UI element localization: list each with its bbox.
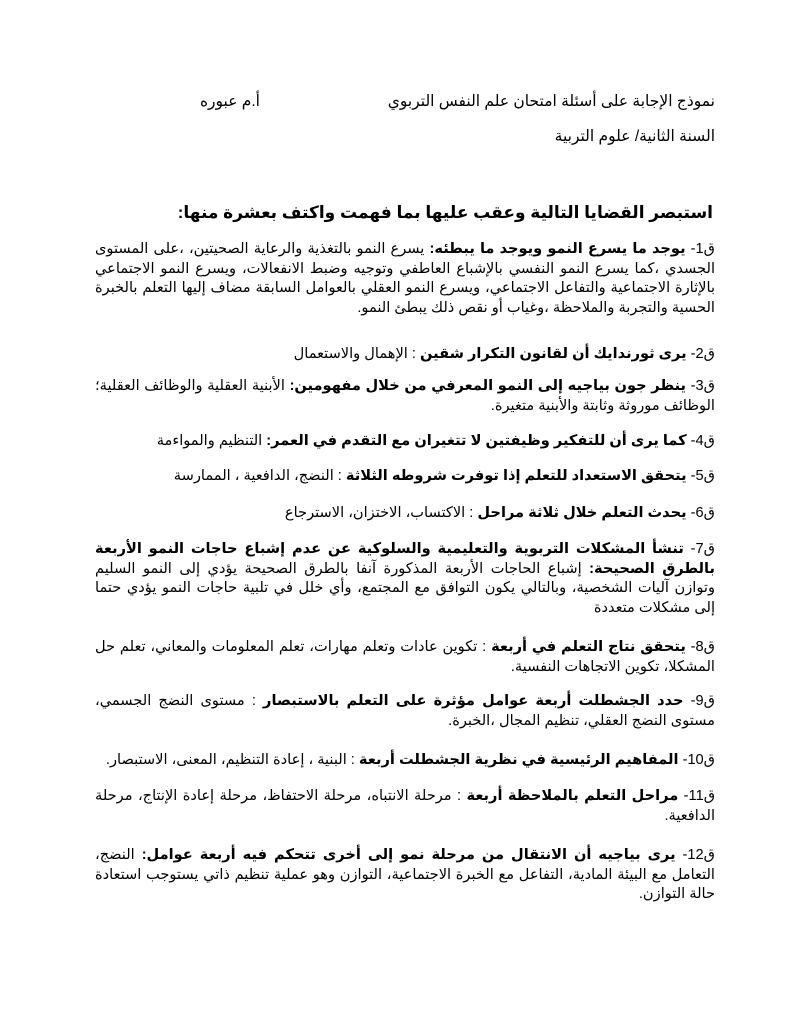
question-text: يتحقق نتاج التعلم في أربعة [491, 639, 686, 655]
question-number: ق6- [690, 505, 715, 521]
question-text: يتحقق الاستعداد للتعلم إذا توفرت شروطه الثلاثة [345, 468, 687, 484]
answer-text: : مرحلة الانتباه، مرحلة الاحتفاظ، مرحلة إعادة الإنتاج، مرحلة الدافعية. [95, 788, 715, 824]
question-text: يرى ثورندايك أن لقانون التكرار شقين [420, 346, 687, 362]
qa-item-7 [95, 540, 715, 618]
answer-text: : الاكتساب، الاختزان، الاسترجاع [284, 505, 474, 521]
question-number: ق4- [690, 433, 715, 449]
question-text: تنشأ المشكلات التربوية والتعليمية والسلوكية عن عدم إشباع حاجات النمو الأربعة بالطرق الصحيحة: [95, 541, 715, 577]
question-number: ق7- [690, 541, 715, 557]
qa-item-8 [95, 638, 715, 677]
qa-item-6 [95, 504, 715, 524]
exam-instructions: استبصر القضايا التالية وعقب عليها بما فهمت واكتف بعشرة منها: [177, 203, 713, 222]
question-number: ق8- [690, 639, 715, 655]
answer-text: الأبنية العقلية والوظائف العقلية؛ الوظائف موروثة وثابتة والأبنية متغيرة. [95, 378, 715, 414]
question-text: مراحل التعلم بالملاحظة أربعة [466, 788, 679, 804]
qa-item-9 [95, 692, 715, 731]
answer-text: : الإهمال والاستعمال [293, 346, 416, 362]
question-number: ق3- [690, 378, 715, 394]
qa-item-10 [95, 751, 715, 771]
document-title: نموذج الإجابة على أسئلة امتحان علم النفس التربوي [387, 93, 715, 110]
qa-item-11 [95, 787, 715, 826]
question-text: كما يرى أن للتفكير وظيفتين لا تتغيران مع التقدم في العمر: [266, 433, 687, 449]
question-number: ق1- [690, 241, 715, 257]
answer-text: التنظيم والمواءمة [156, 433, 263, 449]
qa-item-2 [95, 345, 715, 365]
question-text: يرى بياجيه أن الانتقال من مرحلة نمو إلى أخرى تتحكم فيه أربعة عوامل: [141, 847, 676, 863]
question-number: ق10- [682, 752, 715, 768]
question-number: ق9- [690, 693, 715, 709]
qa-item-3 [95, 377, 715, 416]
qa-item-12 [95, 846, 715, 905]
question-text: حدد الجشطلت أربعة عوامل مؤثرة على التعلم بالاستبصار [263, 693, 684, 709]
qa-item-4 [95, 432, 715, 452]
question-text: المفاهيم الرئيسية في نظرية الجشطلت أربعة [358, 752, 679, 768]
author-name: أ.م عبوره [199, 93, 260, 110]
answer-text: النضج، التعامل مع البيئة المادية، التفاعل مع الخبرة الاجتماعية، التوازن وهو عملية تنظيم ذاتي يستوجب استعادة حالة التوازن. [95, 847, 715, 902]
question-number: ق11- [683, 788, 716, 804]
answer-text: : البنية ، إعادة التنظيم، المعنى، الاستبصار. [105, 752, 355, 768]
document-subtitle: السنة الثانية/ علوم التربية [554, 128, 715, 145]
question-number: ق5- [690, 468, 715, 484]
question-number: ق12- [682, 847, 715, 863]
qa-item-5 [95, 467, 715, 487]
question-text: ينظر جون بياجيه إلى النمو المعرفي من خلال مفهومين: [289, 378, 687, 394]
question-text: يوجد ما يسرع النمو ويوجد ما يبطئه: [429, 241, 686, 257]
answer-text: : النضج، الدافعية ، الممارسة [173, 468, 342, 484]
qa-item-1 [95, 240, 715, 318]
answer-text: : مستوى النضج الجسمي، مستوى النضج العقلي، تنظيم المجال ،الخبرة. [95, 693, 715, 729]
answer-text: : تكوين عادات وتعلم مهارات، تعلم المعلومات والمعاني، تعلم حل المشكلا، تكوين الاتجاهات النفسية. [95, 639, 715, 675]
question-text: يحدث التعلم خلال ثلاثة مراحل [477, 505, 687, 521]
question-number: ق2- [690, 346, 715, 362]
answer-text: إشباع الحاجات الأربعة المذكورة آنفا بالطرق الصحيحة يؤدي إلى النمو السليم وتوازن آليات الشخصية، وبالتالي يكون التوافق مع المجتمع، وأي خلل في تلبية حاجات النمو يؤدي حتما إلى مشكلات متعددة [95, 560, 715, 616]
answer-text: يسرع النمو بالتغذية والرعاية الصحيتين، ،على المستوى الجسدي ،كما يسرع النمو النفسي بالإشباع العاطفي وتوجيه وضبط الانفعالات، ويسرع النمو الاجتماعي بالإثارة الاجتماعية والتفاعل الاجتماعي، ويسرع النمو العقلي بالعوامل السابقة مضاف إليها التعلم بالخبرة الحسية والتجربة والملاحظة ،وغياب أو نقص ذلك يبطئ النمو. [95, 241, 715, 316]
